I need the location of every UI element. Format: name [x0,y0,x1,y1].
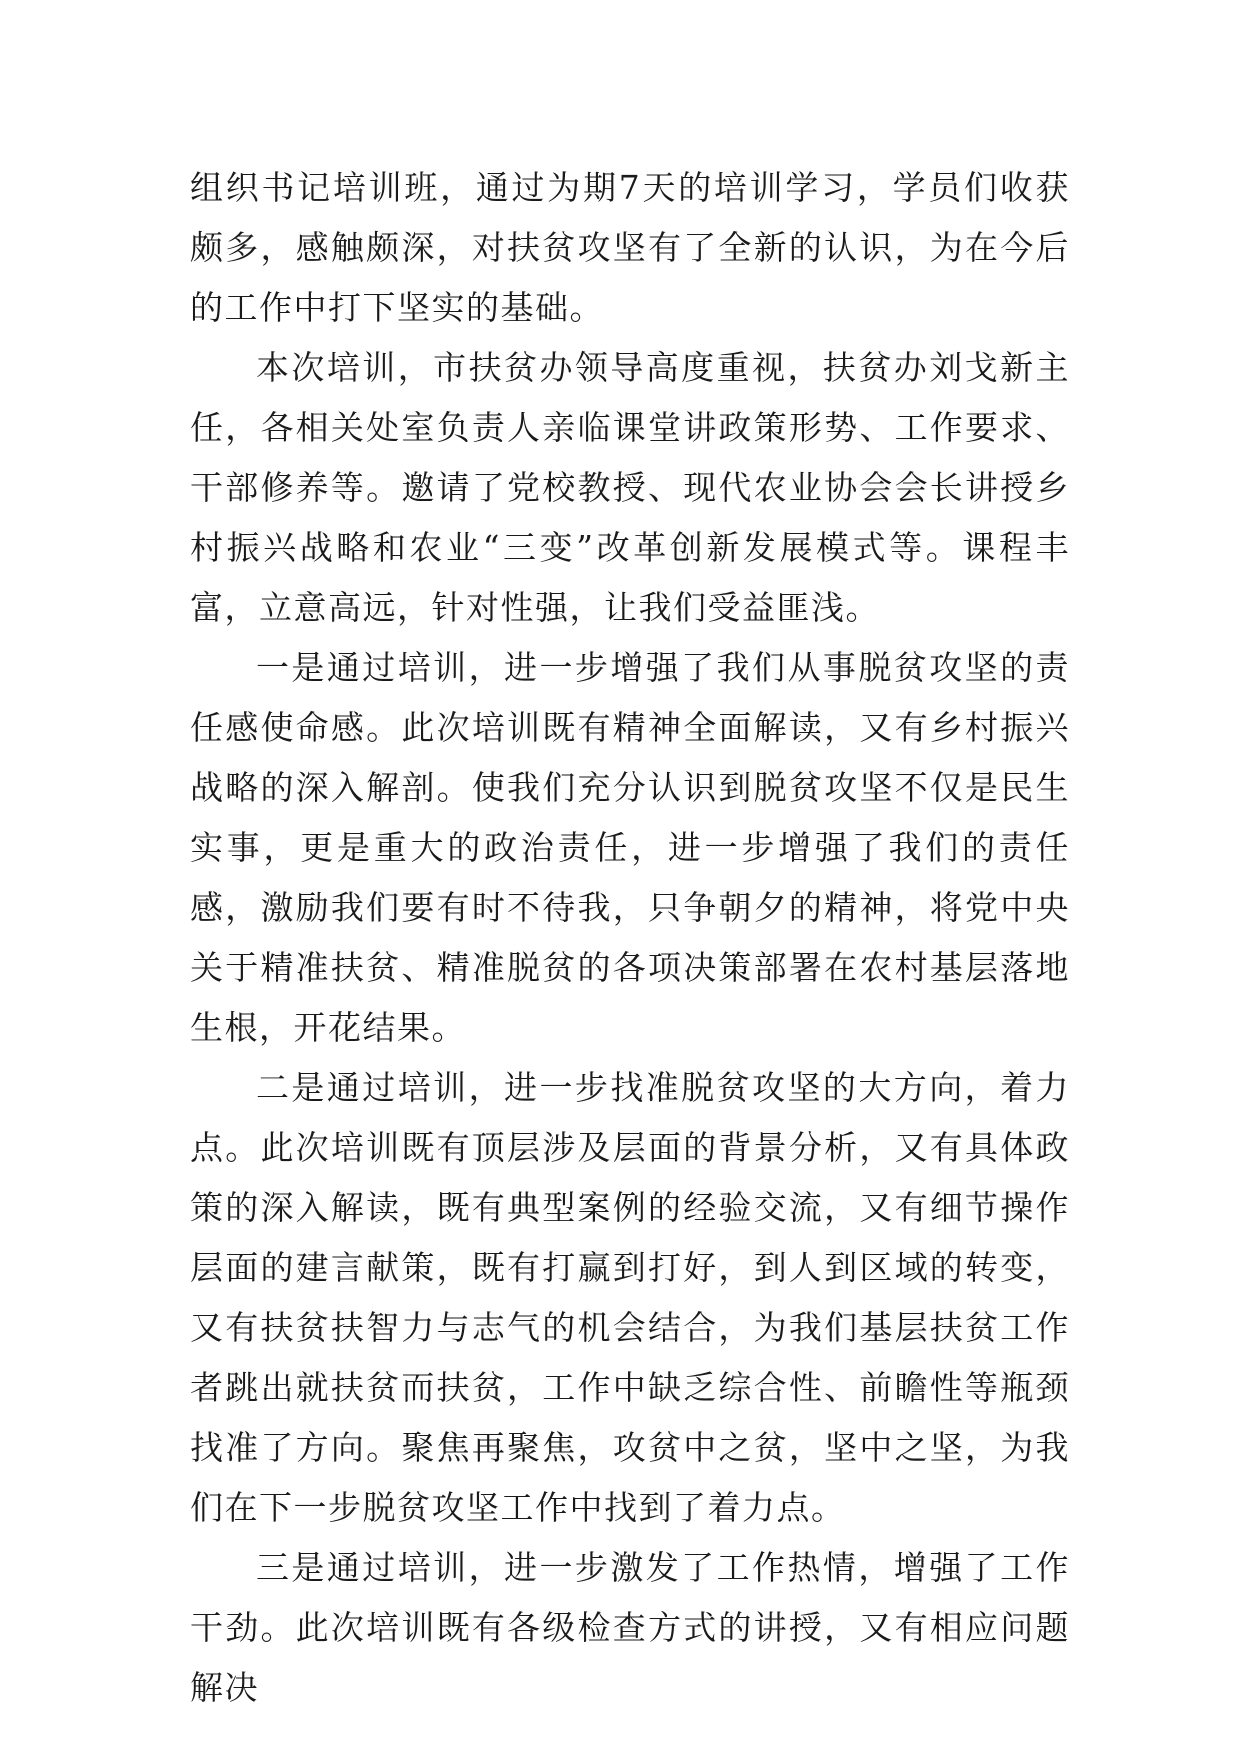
paragraph-3: 一是通过培训，进一步增强了我们从事脱贫攻坚的责任感使命感。此次培训既有精神全面解读，又有乡村振兴战略的深入解剖。使我们充分认识到脱贫攻坚不仅是民生实事，更是重大的政治责任，进一步增强了我们的责任感，激励我们要有时不待我，只争朝夕的精神，将党中央关于精准扶贫、精准脱贫的各项决策部署在农村基层落地生根，开花结果。 [190,648,1070,1047]
paragraph-5: 三是通过培训，进一步激发了工作热情，增强了工作干劲。此次培训既有各级检查方式的讲授，又有相应问题解决 [190,1548,1070,1707]
paragraph-4: 二是通过培训，进一步找准脱贫攻坚的大方向，着力点。此次培训既有顶层涉及层面的背景分析，又有具体政策的深入解读，既有典型案例的经验交流，又有细节操作层面的建言献策，既有打赢到打好，到人到区域的转变，又有扶贫扶智力与志气的机会结合，为我们基层扶贫工作者跳出就扶贫而扶贫，工作中缺乏综合性、前瞻性等瓶颈找准了方向。聚焦再聚焦，攻贫中之贫，坚中之坚，为我们在下一步脱贫攻坚工作中找到了着力点。 [190,1068,1070,1527]
paragraph-2: 本次培训，市扶贫办领导高度重视，扶贫办刘戈新主任，各相关处室负责人亲临课堂讲政策形势、工作要求、干部修养等。邀请了党校教授、现代农业协会会长讲授乡村振兴战略和农业“三变”改革创新发展模式等。课程丰富，立意高远，针对性强，让我们受益匪浅。 [190,348,1070,627]
document-body [190,158,1070,1718]
paragraph-1: 组织书记培训班，通过为期7天的培训学习，学员们收获颇多，感触颇深，对扶贫攻坚有了全新的认识，为在今后的工作中打下坚实的基础。 [190,168,1070,327]
